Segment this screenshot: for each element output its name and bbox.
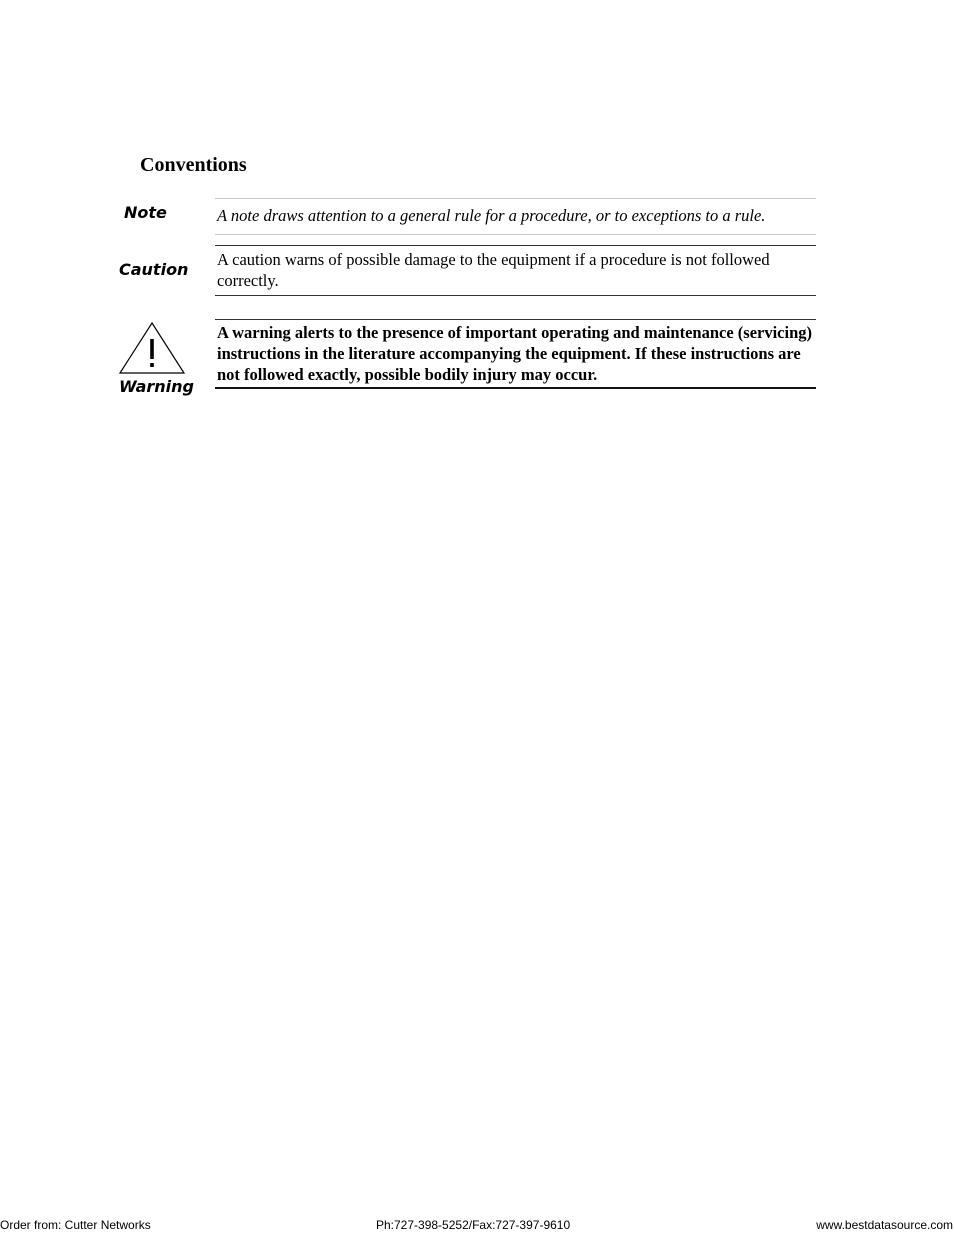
page-title: Conventions	[140, 154, 247, 176]
note-text: A note draws attention to a general rule for a procedure, or to exceptions to a rule.	[217, 206, 766, 225]
footer-phone-fax: Ph:727-398-5252/Fax:727-397-9610	[376, 1218, 571, 1232]
warning-text: A warning alerts to the presence of important operating and maintenance (servicing) instructions in the literature accompanying the equipment. If these instructions are not followed exactly, possible bodily injury may occur.	[217, 323, 813, 384]
note-label: Note	[124, 203, 167, 222]
warning-top-rule	[215, 319, 816, 320]
note-bottom-rule	[215, 234, 816, 235]
warning-bottom-rule	[215, 387, 816, 389]
caution-label: Caution	[119, 260, 189, 279]
warning-triangle-icon	[118, 321, 186, 377]
footer-website: www.bestdatasource.com	[816, 1218, 953, 1232]
warning-label: Warning	[119, 377, 194, 396]
note-top-rule	[215, 198, 816, 199]
caution-top-rule	[215, 245, 816, 246]
footer-order-from: Order from: Cutter Networks	[0, 1218, 151, 1232]
caution-bottom-rule	[215, 295, 816, 296]
caution-text: A caution warns of possible damage to the equipment if a procedure is not followed correctly.	[217, 250, 770, 290]
